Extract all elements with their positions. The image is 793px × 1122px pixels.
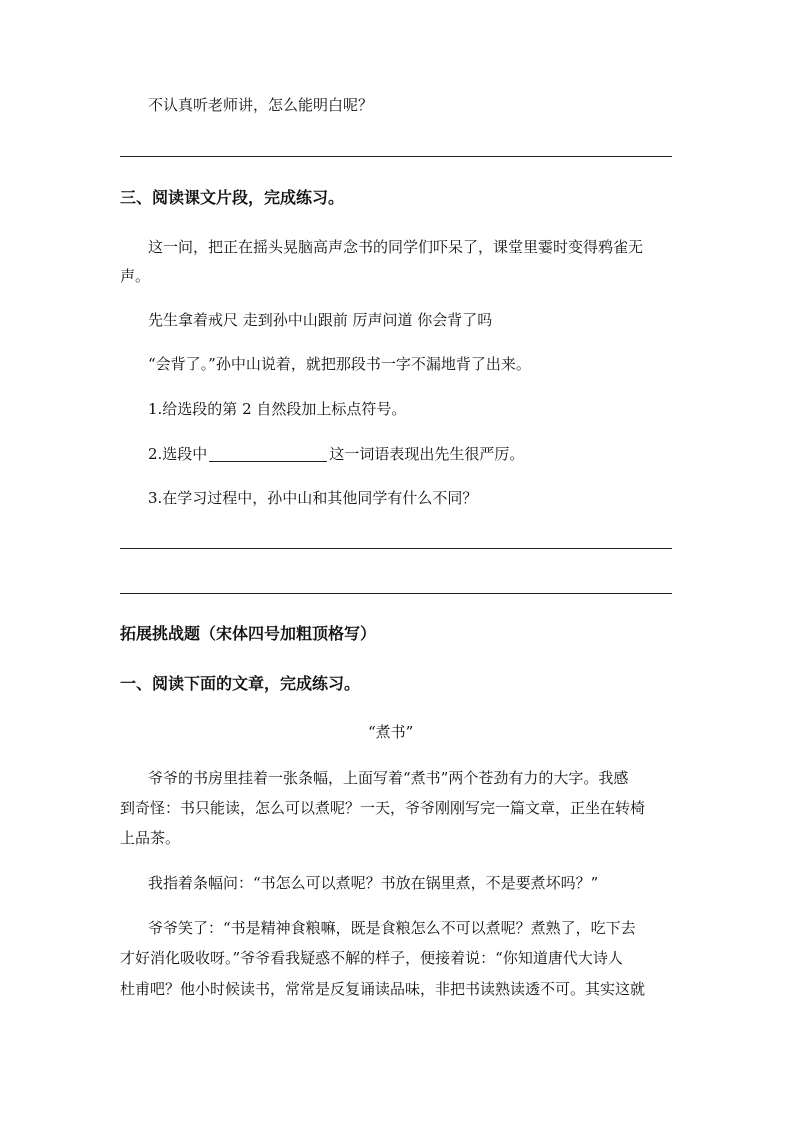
article-line: 上品茶。 <box>120 829 181 847</box>
article-line: 爷爷的书房里挂着一张条幅，上面写着“煮书”两个苍劲有力的大字。我感 <box>148 769 629 787</box>
passage-line: 声。 <box>120 267 151 285</box>
article-title: “煮书” <box>368 723 414 741</box>
answer-line <box>120 548 672 549</box>
question-2-suffix: 这一词语表现出先生很严厉。 <box>329 445 525 463</box>
question-2 <box>148 444 524 464</box>
article-line: 爷爷笑了：“书是精神食粮嘛，既是食粮怎么不可以煮呢？煮熟了，吃下去 <box>148 919 636 937</box>
question-2-prefix: 2.选段中 <box>148 445 208 463</box>
answer-line <box>120 593 672 594</box>
article-line: 杜甫吧？他小时候读书，常常是反复诵读品味，非把书读熟读透不可。其实这就 <box>120 980 646 998</box>
passage-line: 这一问，把正在摇头晃脑高声念书的同学们吓呆了，课堂里霎时变得鸦雀无 <box>148 238 644 256</box>
article-line: 才好消化吸收呀。”爷爷看我疑惑不解的样子，便接着说：“你知道唐代大诗人 <box>120 949 623 967</box>
passage-unpunctuated-line: 先生拿着戒尺 走到孙中山跟前 厉声问道 你会背了吗 <box>148 311 493 329</box>
answer-line <box>120 156 672 157</box>
question-3: 3.在学习过程中，孙中山和其他同学有什么不同？ <box>148 489 478 507</box>
extension-section-1-heading: 一、阅读下面的文章，完成练习。 <box>120 674 361 693</box>
previous-question-text: 不认真听老师讲，怎么能明白呢？ <box>148 96 374 114</box>
passage-line: “会背了。”孙中山说着，就把那段书一字不漏地背了出来。 <box>148 355 531 373</box>
section-3-heading: 三、阅读课文片段，完成练习。 <box>120 188 345 207</box>
article-line: 到奇怪：书只能读，怎么可以煮呢？一天，爷爷刚刚写完一篇文章，正坐在转椅 <box>120 799 646 817</box>
fill-in-blank[interactable] <box>209 445 327 462</box>
question-1: 1.给选段的第 2 自然段加上标点符号。 <box>148 400 407 418</box>
extension-heading: 拓展挑战题（宋体四号加粗顶格写） <box>120 624 377 643</box>
article-line: 我指着条幅问：“书怎么可以煮呢？书放在锅里煮，不是要煮坏吗？” <box>148 874 599 892</box>
